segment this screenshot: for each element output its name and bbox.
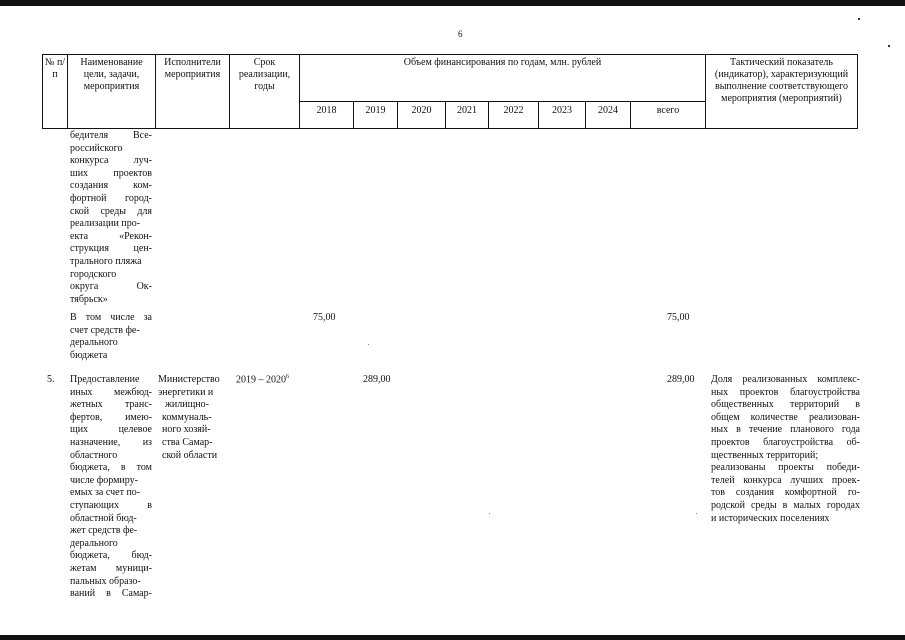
header-executors: [155, 54, 230, 129]
federal-2018-value: 75,00: [313, 312, 336, 323]
scan-speck: [888, 45, 890, 47]
header-term: [229, 54, 300, 129]
row5-term-value: 2019 – 2020: [236, 374, 286, 386]
scan-border-bottom: [0, 635, 905, 640]
row5-indicator-cell: Доля реализованных комплекс- ных проектов благоустройства общественных территорий в общем количестве реализован- ных в течение планового года проектов благоустройства об- щественных территорий; реализованы проекты победи- телей конкурса лучших проек- тов создания комфортной го- родской среды в малых городах и исторических поселениях: [711, 374, 860, 524]
federal-budget-label: В том числе за счет средств фе- дерального бюджета: [70, 312, 152, 361]
header-year: 2021: [445, 101, 489, 129]
row5-name-cell: Предоставление иных межбюд- жетных транс- фертов, имею- щих целевое назначение, из областного бюджета, в том числе формиру- емых за счет по- ступающих в областной бюд- жет средств фе- дерального бюджета, бюд- жетам муници- пальных образо- ваний в Самар-: [70, 374, 152, 600]
row5-executors-cell: Министерство энергетики и жилищно- коммуналь- ного хозяй- ства Самар- ской области: [158, 374, 220, 461]
header-num: [42, 54, 68, 129]
header-year: 2018: [299, 101, 354, 129]
header-financing-label: Объем финансирования по годам, млн. рублей: [403, 57, 602, 68]
row5-total-value: 289,00: [667, 374, 695, 385]
scan-speck: [489, 513, 490, 514]
header-year: 2022: [488, 101, 539, 129]
header-year: 2024: [585, 101, 631, 129]
row5-term-footnote: 6: [286, 374, 289, 380]
header-name-label: Наименование цели, задачи, мероприятия: [80, 57, 143, 92]
row5-term: [236, 374, 289, 385]
page-number: 6: [458, 29, 463, 39]
header-year-total: всего: [630, 101, 706, 129]
header-indicator-label: Тактический показатель (индикатор), характеризующий выполнение соответствующего мероприятия (мероприятий): [714, 57, 849, 104]
header-year: 2020: [397, 101, 446, 129]
continued-name-cell: бедителя Все- российского конкурса луч- ших проектов создания ком- фортной город- ской среды для реализации про- екта «Рекон- струкция цен- трального пляжа городского округа Ок- тябрьск»: [70, 130, 152, 305]
federal-total-value: 75,00: [667, 312, 690, 323]
header-financing: [299, 54, 706, 102]
scan-border-top: [0, 0, 905, 6]
header-executors-label: Исполнители мероприятия: [164, 57, 221, 80]
header-num-label: № п/п: [44, 57, 66, 80]
header-term-label: Срок реализации, годы: [238, 57, 291, 92]
scan-speck: [696, 513, 697, 514]
header-name: [67, 54, 156, 129]
header-indicator: [705, 54, 858, 129]
header-year: 2019: [353, 101, 398, 129]
scan-speck: [858, 18, 860, 20]
header-year: 2023: [538, 101, 586, 129]
row5-2019-value: 289,00: [363, 374, 391, 385]
scan-speck: [368, 344, 369, 345]
row5-number: 5.: [47, 374, 55, 385]
